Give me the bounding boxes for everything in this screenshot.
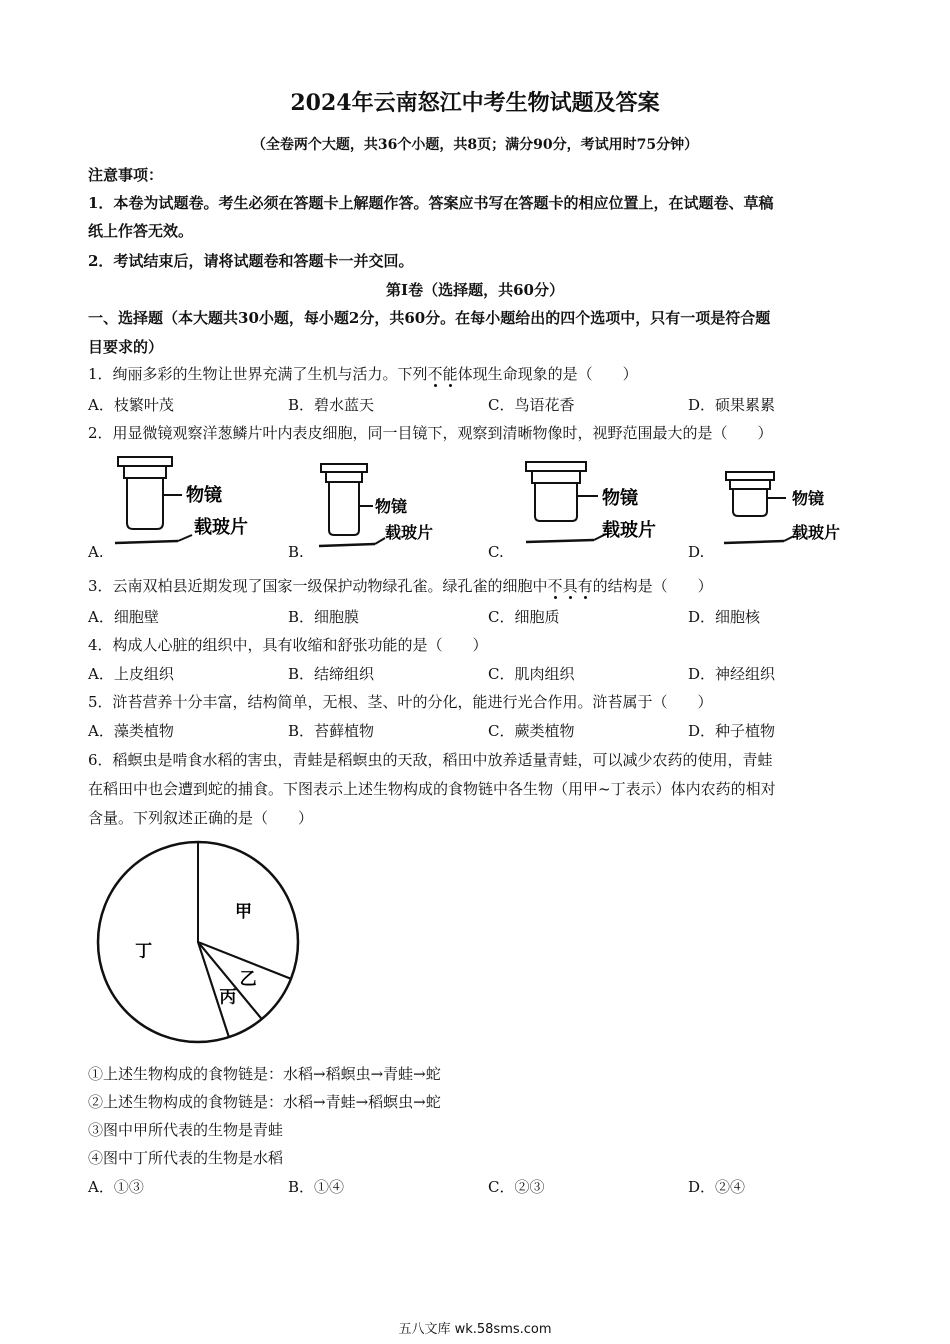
slide-label: 载玻片 (792, 523, 841, 542)
q1-option-c[interactable]: C．鸟语花香 (488, 396, 575, 414)
q4-option-d[interactable]: D．神经组织 (688, 665, 776, 683)
q6-option-d[interactable]: D．②④ (688, 1178, 746, 1196)
section-title: 第Ⅰ卷（选择题，共60分） (386, 281, 564, 299)
question-3: 3．云南双柏县近期发现了国家一级保护动物绿孔雀。绿孔雀的细胞中不具有的结构是（ ） (88, 577, 713, 595)
question-6-cont-2: 含量。下列叙述正确的是（ ） (88, 809, 314, 827)
question-5: 5．浒苔营养十分丰富，结构简单，无根、茎、叶的分化，能进行光合作用。浒苔属于（ ） (88, 693, 713, 711)
objective-label: 物镜 (375, 497, 408, 516)
q1-option-d[interactable]: D．硕果累累 (688, 396, 776, 414)
q2-option-c[interactable]: C. (488, 543, 504, 561)
objective-label: 物镜 (602, 488, 638, 509)
objective-label: 物镜 (792, 489, 825, 508)
q5-option-a[interactable]: A．藻类植物 (88, 722, 174, 740)
q3-option-a[interactable]: A．细胞壁 (88, 608, 159, 626)
q4-option-a[interactable]: A．上皮组织 (88, 665, 174, 683)
pie-chart (90, 838, 310, 1058)
q2-option-a[interactable]: A. (88, 543, 104, 561)
statement-1: ①上述生物构成的食物链是：水稻→稻螟虫→青蛙→蛇 (88, 1065, 441, 1083)
notice-heading: 注意事项： (88, 166, 164, 184)
objective-label: 物镜 (186, 485, 222, 506)
pie-label-0: 甲 (234, 902, 252, 923)
q3-option-d[interactable]: D．细胞核 (688, 608, 761, 626)
part1-instructions-cont: 目要求的） (88, 338, 164, 356)
objective-diagram-d (722, 468, 872, 550)
notice-item-2: 2．考试结束后，请将试题卷和答题卡一并交回。 (88, 252, 414, 270)
q2-option-b[interactable]: B. (288, 543, 304, 561)
pie-label-1: 乙 (239, 969, 257, 990)
q3-option-c[interactable]: C．细胞质 (488, 608, 560, 626)
slide-label: 载玻片 (602, 520, 656, 541)
slide-label: 载玻片 (194, 517, 248, 538)
question-4: 4．构成人心脏的组织中，具有收缩和舒张功能的是（ ） (88, 636, 488, 654)
pie-label-3: 丁 (135, 941, 153, 962)
pie-label-2: 丙 (219, 987, 237, 1008)
statement-2: ②上述生物构成的食物链是：水稻→青蛙→稻螟虫→蛇 (88, 1093, 441, 1111)
footer-watermark: 五八文库 wk.58sms.com (398, 1322, 552, 1337)
q1-option-a[interactable]: A．枝繁叶茂 (88, 396, 174, 414)
question-6-cont: 在稻田中也会遭到蛇的捕食。下图表示上述生物构成的食物链中各生物（用甲~丁表示）体内农药的相对 (88, 780, 776, 798)
q4-option-c[interactable]: C．肌肉组织 (488, 665, 575, 683)
objective-diagram-c (522, 458, 682, 548)
question-6: 6．稻螟虫是啃食水稻的害虫，青蛙是稻螟虫的天敌，稻田中放养适量青蛙，可以减少农药的使用，青蛙 (88, 751, 773, 769)
statement-3: ③图中甲所代表的生物是青蛙 (88, 1121, 284, 1139)
statement-4: ④图中丁所代表的生物是水稻 (88, 1149, 284, 1167)
objective-diagram-a (110, 455, 270, 550)
notice-item-1-cont: 纸上作答无效。 (88, 222, 194, 240)
question-1: 1．绚丽多彩的生物让世界充满了生机与活力。下列不能体现生命现象的是（ ） (88, 365, 638, 383)
q5-option-b[interactable]: B．苔藓植物 (288, 722, 375, 740)
q5-option-c[interactable]: C．蕨类植物 (488, 722, 575, 740)
q5-option-d[interactable]: D．种子植物 (688, 722, 776, 740)
q2-option-d[interactable]: D. (688, 543, 705, 561)
q3-option-b[interactable]: B．细胞膜 (288, 608, 360, 626)
page-title: 2024年云南怒江中考生物试题及答案 (290, 90, 660, 116)
notice-item-1: 1．本卷为试题卷。考生必须在答题卡上解题作答。答案应书写在答题卡的相应位置上，在试题卷、草稿 (88, 194, 774, 212)
q6-option-c[interactable]: C．②③ (488, 1178, 545, 1196)
objective-diagram-b (315, 462, 455, 552)
part1-instructions: 一、选择题（本大题共30小题，每小题2分，共60分。在每小题给出的四个选项中，只有一项是符合题 (88, 309, 771, 327)
q6-option-b[interactable]: B．①④ (288, 1178, 345, 1196)
question-2: 2．用显微镜观察洋葱鳞片叶内表皮细胞，同一目镜下，观察到清晰物像时，视野范围最大的是（ ） (88, 424, 773, 442)
exam-info: （全卷两个大题，共36个小题，共8页；满分90分，考试用时75分钟） (251, 137, 699, 153)
q1-option-b[interactable]: B．碧水蓝天 (288, 396, 375, 414)
slide-label: 载玻片 (385, 523, 434, 542)
q6-option-a[interactable]: A．①③ (88, 1178, 144, 1196)
q4-option-b[interactable]: B．结缔组织 (288, 665, 375, 683)
